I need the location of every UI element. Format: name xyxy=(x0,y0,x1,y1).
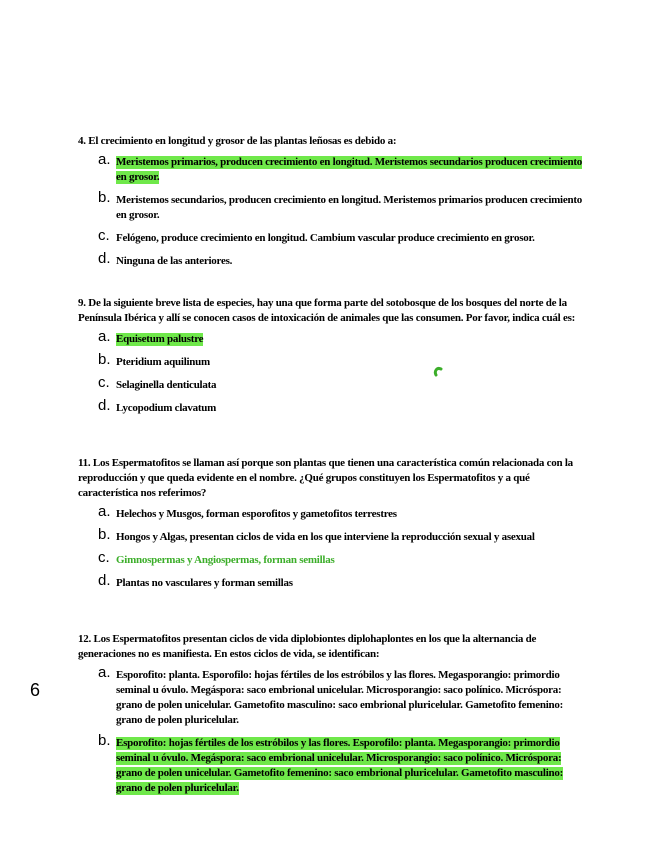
option-letter: b. xyxy=(98,189,111,206)
option-c xyxy=(78,374,583,393)
question-9 xyxy=(78,296,583,424)
question-text: 9. De la siguiente breve lista de especies, hay una que forma parte del sotobosque de los bosques del norte de la Península Ibérica y allí se conocen casos de intoxicación de animales que las consumen. Por favor, indica cuál es: xyxy=(78,297,576,324)
option-letter: c. xyxy=(98,227,110,244)
option-letter: c. xyxy=(98,374,110,391)
option-text: Meristemos secundarios, producen crecimiento en longitud. Meristemos primarios producen crecimiento en grosor. xyxy=(116,194,583,221)
option-text-highlighted: Equisetum palustre xyxy=(116,333,204,345)
option-a xyxy=(78,328,583,347)
option-letter: d. xyxy=(98,397,111,414)
question-text: 4. El crecimiento en longitud y grosor de las plantas leñosas es debido a: xyxy=(78,135,397,147)
option-a xyxy=(78,151,583,185)
option-text: Helechos y Musgos, forman esporofitos y gametofitos terrestres xyxy=(116,508,397,520)
option-letter: b. xyxy=(98,732,111,749)
option-letter: a. xyxy=(98,503,111,520)
option-d xyxy=(78,250,583,269)
option-c xyxy=(78,549,583,568)
option-letter: d. xyxy=(98,250,111,267)
option-letter: a. xyxy=(98,664,111,681)
option-text-green: Gimnospermas y Angiospermas, forman semillas xyxy=(116,554,335,566)
option-letter: d. xyxy=(98,572,111,589)
question-12 xyxy=(78,632,583,804)
option-text-highlighted: Meristemos primarios, producen crecimiento en longitud. Meristemos secundarios producen crecimiento en grosor. xyxy=(116,156,583,183)
margin-note: 6 xyxy=(30,680,41,700)
option-text: Felógeno, produce crecimiento en longitud. Cambium vascular produce crecimiento en grosor. xyxy=(116,232,535,244)
option-text: Pteridium aquilinum xyxy=(116,356,210,368)
option-letter: b. xyxy=(98,526,111,543)
option-text: Ninguna de las anteriores. xyxy=(116,255,233,267)
option-a xyxy=(78,503,583,522)
option-b xyxy=(78,189,583,223)
question-11 xyxy=(78,456,583,599)
option-text: Selaginella denticulata xyxy=(116,379,217,391)
option-c xyxy=(78,227,583,246)
option-text: Plantas no vasculares y forman semillas xyxy=(116,577,293,589)
option-a xyxy=(78,664,583,728)
option-letter: a. xyxy=(98,151,111,168)
option-text-highlighted: Esporofito: hojas fértiles de los estróbilos y las flores. Esporofilo: planta. Megasporangio: primordio seminal u óvulo. Megáspora: saco embrional unicelular. Microsporangio: saco polínico. Micróspora: grano de polen unicelular. Gametofito femenino: saco embrional pluricelular. Gametofito masculino: grano de polen pluricelular. xyxy=(116,737,564,794)
option-text: Esporofito: planta. Esporofilo: hojas fértiles de los estróbilos y las flores. Megasporangio: primordio seminal u óvulo. Megáspora: saco embrional unicelular. Microsporangio: saco polínico. Micróspora: grano de polen unicelular. Gametofito masculino: saco embrional pluricelular. Gametofito femenino: grano de polen pluricelular. xyxy=(116,669,564,726)
pen-mark-icon xyxy=(432,366,444,378)
question-text: 11. Los Espermatofitos se llaman así porque son plantas que tienen una característica común relacionada con la reproducción y que queda evidente en el nombre. ¿Qué grupos constituyen los Espermatofitos y a qué característica nos referimos? xyxy=(78,457,573,499)
option-letter: c. xyxy=(98,549,110,566)
option-d xyxy=(78,572,583,591)
option-d xyxy=(78,397,583,416)
option-letter: a. xyxy=(98,328,111,345)
option-text: Lycopodium clavatum xyxy=(116,402,217,414)
option-letter: b. xyxy=(98,351,111,368)
option-b xyxy=(78,732,583,796)
option-b xyxy=(78,351,583,370)
question-text: 12. Los Espermatofitos presentan ciclos de vida diplobiontes diplohaplontes en los que la alternancia de generaciones no es manifiesta. En estos ciclos de vida, se identifican: xyxy=(78,633,537,660)
option-text: Hongos y Algas, presentan ciclos de vida en los que interviene la reproducción sexual y asexual xyxy=(116,531,535,543)
question-4 xyxy=(78,134,583,277)
option-b xyxy=(78,526,583,545)
